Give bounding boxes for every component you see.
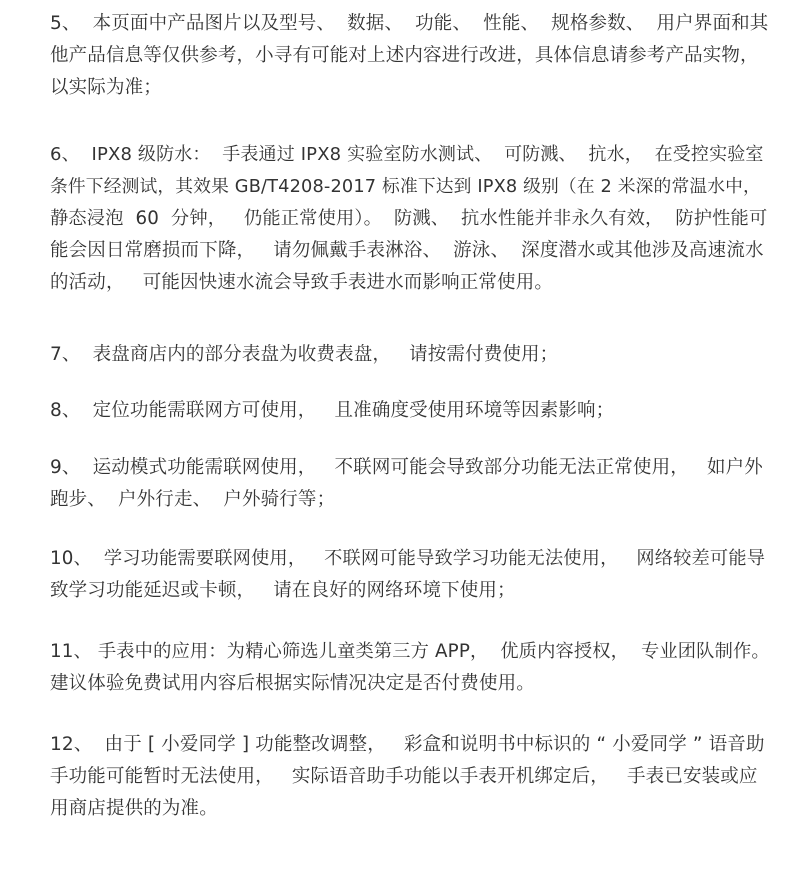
- note-line: 8、 定位功能需联网方可使用， 且准确度受使用环境等因素影响；: [50, 400, 615, 421]
- note-line: 能会因日常磨损而下降， 请勿佩戴手表淋浴、 游泳、 深度潜水或其他涉及高速流水: [50, 240, 764, 261]
- note-line: 建议体验免费试用内容后根据实际情况决定是否付费使用。: [50, 673, 535, 694]
- note-line: 静态浸泡 60 分钟， 仍能正常使用）。 防溅、 抗水性能并非永久有效， 防护性能可: [50, 208, 768, 229]
- note-line: 的活动， 可能因快速水流会导致手表进水而影响正常使用。: [50, 272, 553, 293]
- note-item-9: [50, 452, 770, 516]
- note-line: 12、 由于 [ 小爱同学 ] 功能整改调整， 彩盒和说明书中标识的 “ 小爱同学 ” 语音助: [50, 734, 765, 755]
- note-item-5: [50, 8, 770, 104]
- note-line: 用商店提供的为准。: [50, 798, 218, 819]
- note-item-11: [50, 636, 770, 700]
- note-item-7: [50, 339, 770, 371]
- note-item-12: [50, 729, 770, 825]
- note-item-6: [50, 139, 770, 299]
- note-line: 5、 本页面中产品图片以及型号、 数据、 功能、 性能、 规格参数、 用户界面和其: [50, 13, 769, 34]
- note-line: 7、 表盘商店内的部分表盘为收费表盘， 请按需付费使用；: [50, 344, 559, 365]
- note-item-8: [50, 395, 770, 427]
- note-item-10: [50, 543, 770, 607]
- note-line: 致学习功能延迟或卡顿， 请在良好的网络环境下使用；: [50, 580, 516, 601]
- note-line: 跑步、 户外行走、 户外骑行等；: [50, 489, 336, 510]
- note-line: 10、 学习功能需要联网使用， 不联网可能导致学习功能无法使用， 网络较差可能导: [50, 548, 766, 569]
- note-line: 6、 IPX8 级防水： 手表通过 IPX8 实验室防水测试、 可防溅、 抗水， 在受控实验室: [50, 144, 764, 165]
- note-line: 9、 运动模式功能需联网使用， 不联网可能会导致部分功能无法正常使用， 如户外: [50, 457, 763, 478]
- note-line: 11、 手表中的应用：为精心筛选儿童类第三方 APP， 优质内容授权， 专业团队制作。: [50, 641, 770, 662]
- note-line: 条件下经测试，其效果 GB/T4208-2017 标准下达到 IPX8 级别（在 2 米深的常温水中，: [50, 177, 761, 197]
- note-line: 以实际为准；: [50, 77, 162, 98]
- note-line: 手功能可能暂时无法使用， 实际语音助手功能以手表开机绑定后， 手表已安装或应: [50, 766, 758, 787]
- note-line: 他产品信息等仅供参考，小寻有可能对上述内容进行改进，具体信息请参考产品实物，: [50, 45, 759, 66]
